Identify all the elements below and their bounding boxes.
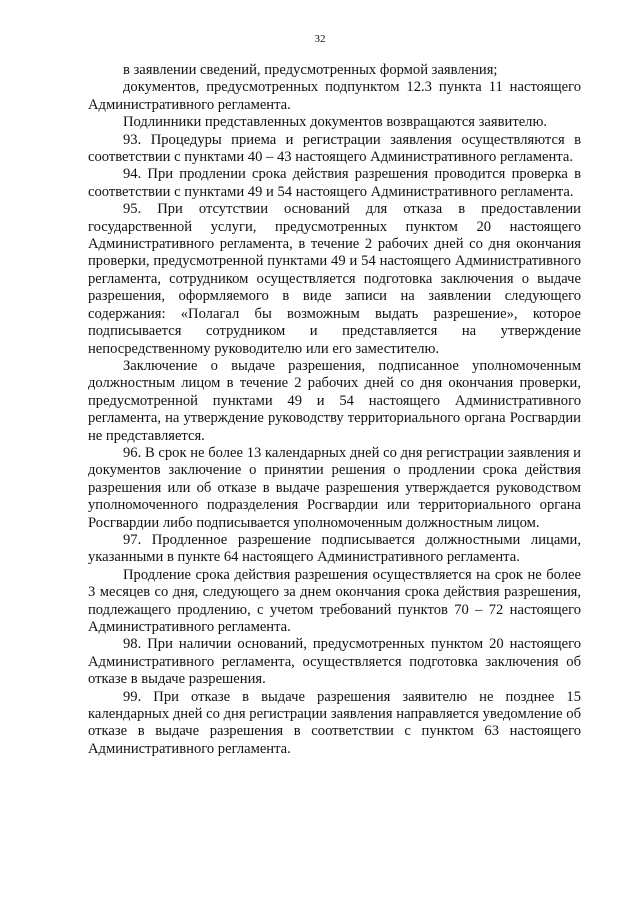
paragraph-item-96: 96. В срок не более 13 календарных дней со дня регистрации заявления и документов заключение о принятии решения о продлении срока действия разрешения или об отказе в выдаче разрешения утверждается руководством уполномоченного подразделения Росгвардии или территориального органа Росгвардии либо подписывается уполномоченным должностным лицом. xyxy=(88,444,581,531)
paragraph-3: Подлинники представленных документов возвращаются заявителю. xyxy=(123,114,548,131)
paragraph-item-98: 98. При наличии оснований, предусмотренных пунктом 20 настоящего Административного регламента, осуществляется подготовка заключения об отказе в выдаче разрешения. xyxy=(88,636,581,688)
paragraph-extension: Продление срока действия разрешения осуществляется на срок не более 3 месяцев со дня, следующего за днем окончания срока действия разрешения, подлежащего продлению, с учетом требований пунктов 70 – 72 настоящего Административного регламента. xyxy=(88,566,581,635)
page-body xyxy=(88,62,581,758)
paragraph-item-95: 95. При отсутствии оснований для отказа в предоставлении государственной услуги, предусмотренных пунктом 20 настоящего Административного регламента, в течение 2 рабочих дней со дня окончания проверки, предусмотренной пунктами 49 и 54 настоящего Административного регламента, сотрудником осуществляется подготовка заключения о выдаче разрешения, оформляемого в виде записи на заявлении следующего содержания: «Полагал бы возможным выдать разрешение», которое подписывается сотрудником и представляется на утверждение непосредственному руководителю или его заместителю. xyxy=(88,201,581,357)
paragraph-item-94: 94. При продлении срока действия разрешения проводится проверка в соответствии с пунктами 49 и 54 настоящего Административного регламента. xyxy=(88,166,581,200)
page-number: 32 xyxy=(314,33,326,45)
paragraph-2: документов, предусмотренных подпунктом 12.3 пункта 11 настоящего Административного регламента. xyxy=(88,79,581,113)
paragraph-item-97: 97. Продленное разрешение подписывается должностными лицами, указанными в пункте 64 настоящего Административного регламента. xyxy=(88,531,581,566)
paragraph-1: в заявлении сведений, предусмотренных формой заявления; xyxy=(123,62,498,78)
paragraph-conclusion: Заключение о выдаче разрешения, подписанное уполномоченным должностным лицом в течение 2 рабочих дней со дня окончания проверки, предусмотренной пунктами 49 и 54 настоящего Административного регламента, на утверждение руководству территориального органа Росгвардии не представляется. xyxy=(88,357,581,444)
paragraph-item-93: 93. Процедуры приема и регистрации заявления осуществляются в соответствии с пунктами 40 – 43 настоящего Административного регламента. xyxy=(88,131,581,166)
paragraph-item-99: 99. При отказе в выдаче разрешения заявителю не позднее 15 календарных дней со дня регистрации заявления направляется уведомление об отказе в выдаче разрешения в соответствии с пунктом 63 настоящего Административного регламента. xyxy=(88,688,581,757)
